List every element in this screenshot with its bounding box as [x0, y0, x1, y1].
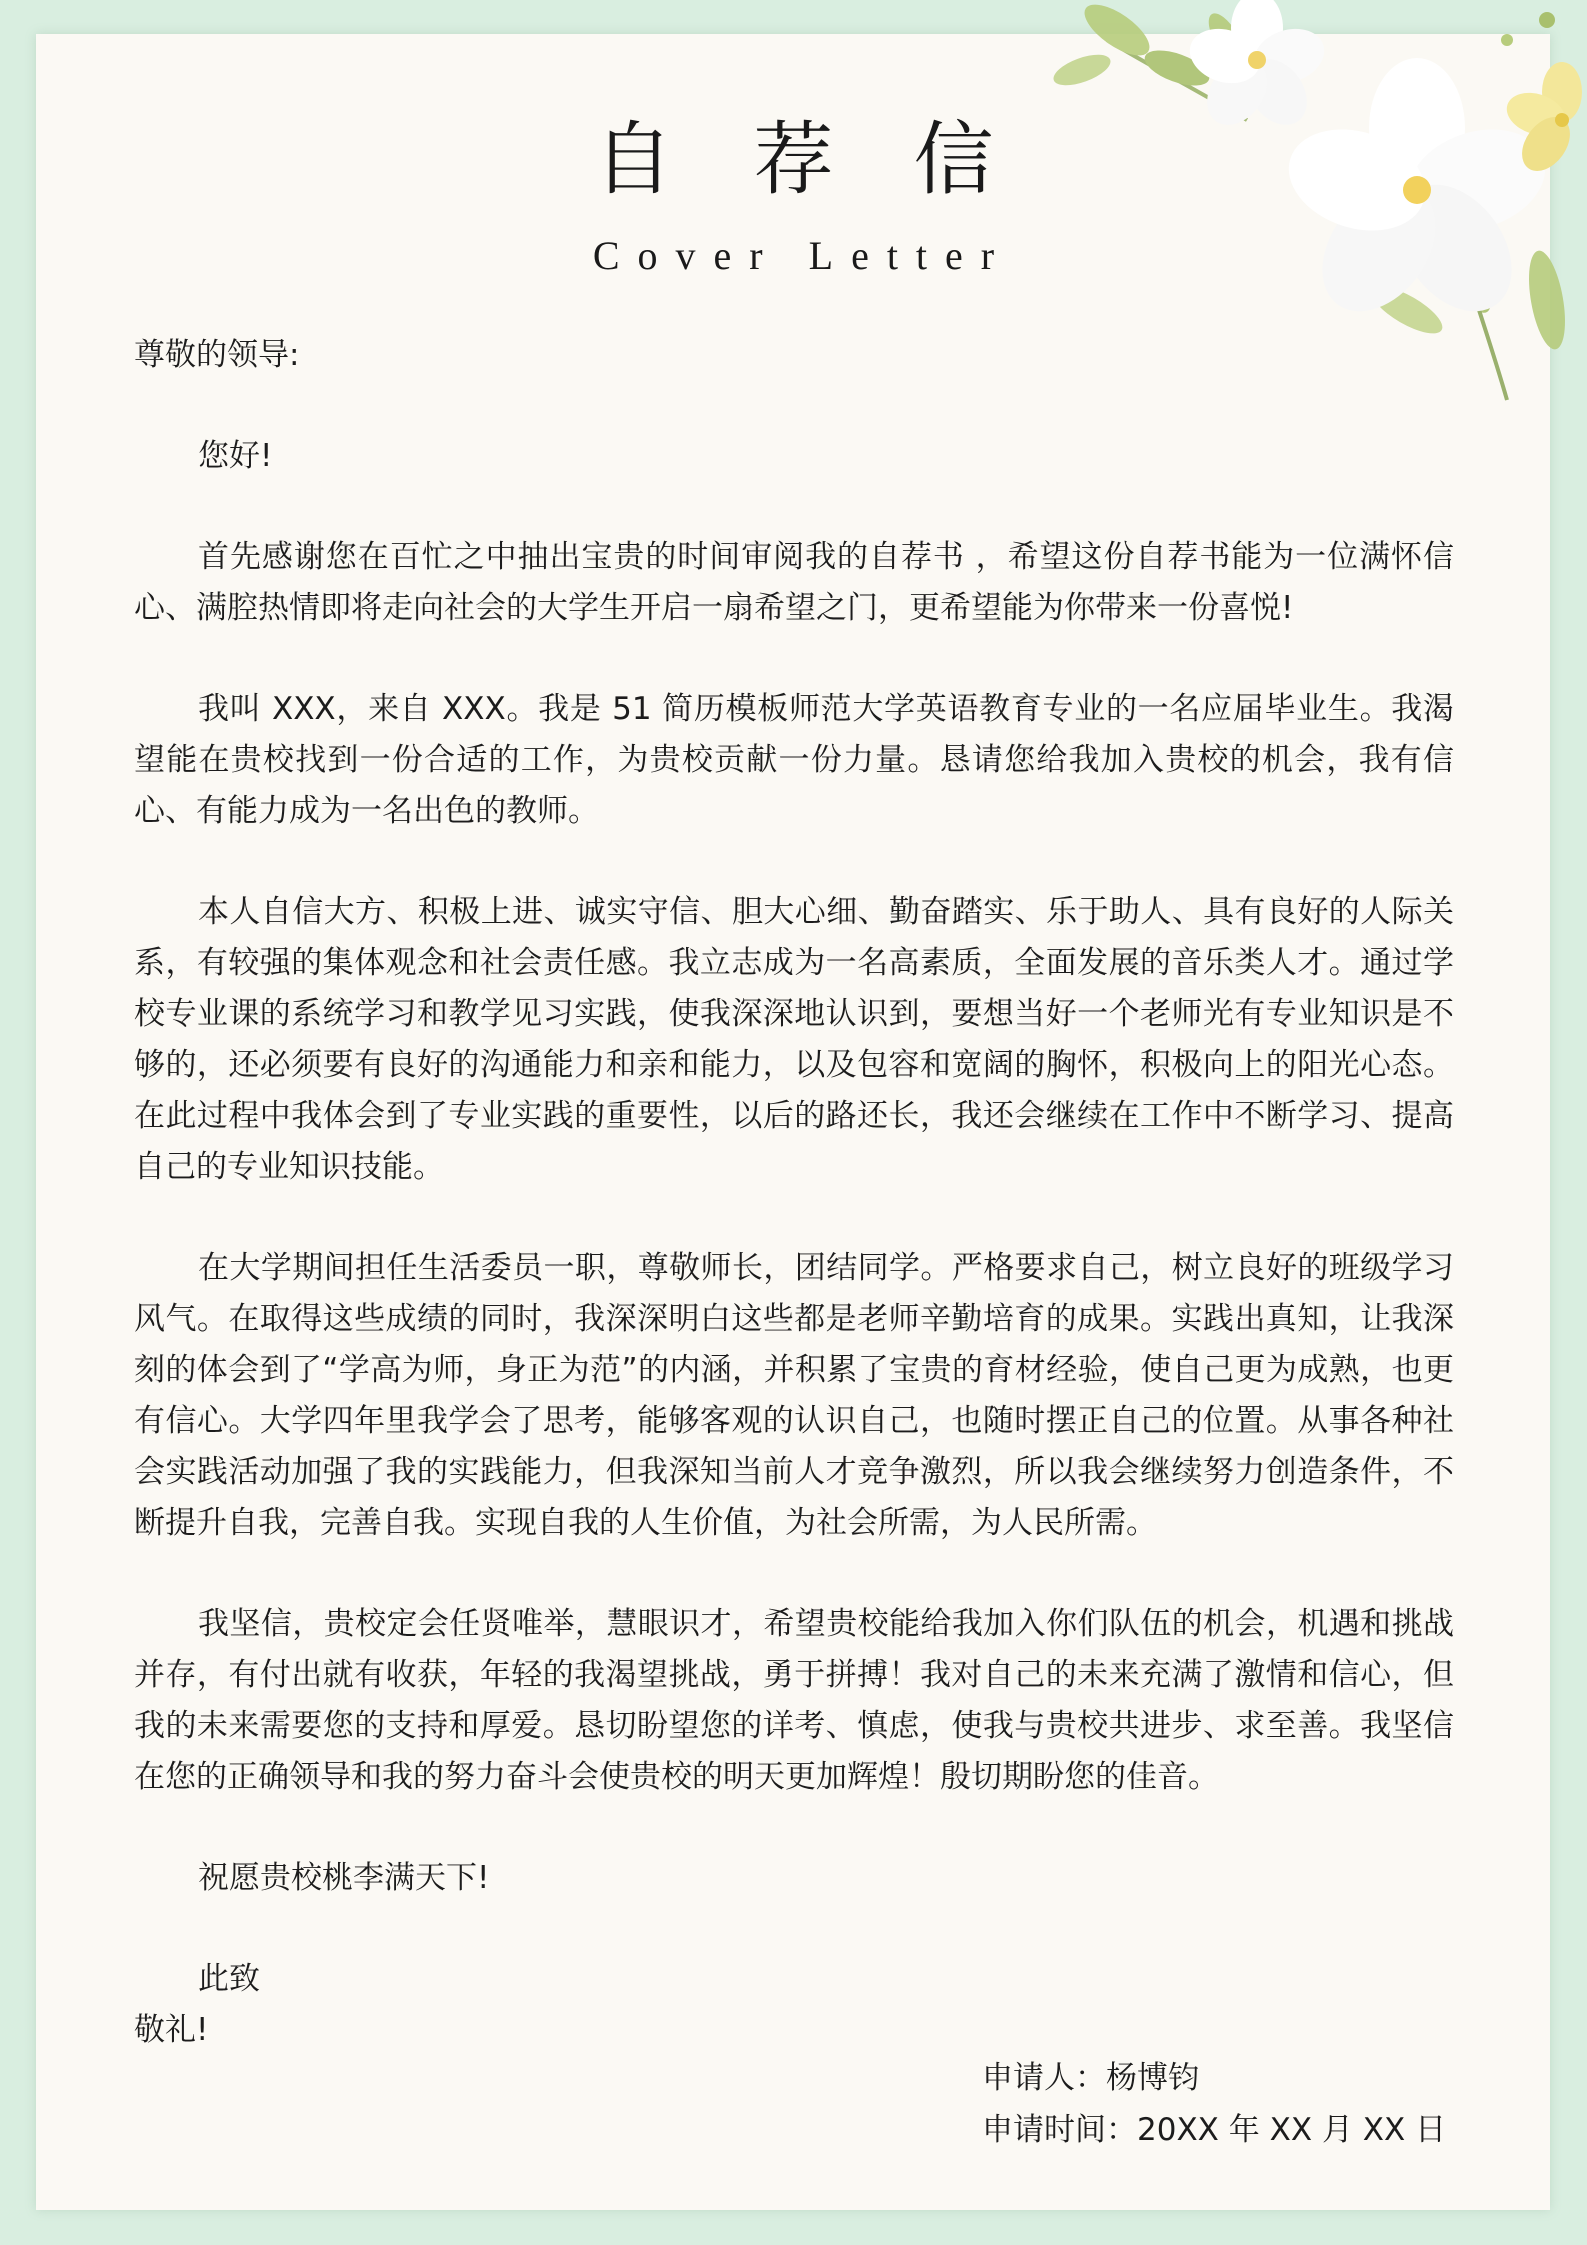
- salutation: 尊敬的领导:: [134, 337, 300, 373]
- paragraph: 首先感谢您在百忙之中抽出宝贵的时间审阅我的自荐书 ，希望这份自荐书能为一位满怀信心、满腔热情即将走向社会的大学生开启一扇希望之门，更希望能为你带来一份喜悦!: [134, 539, 1454, 626]
- paragraph: 在大学期间担任生活委员一职，尊敬师长，团结同学。严格要求自己，树立良好的班级学习风气。在取得这些成绩的同时，我深深明白这些都是老师辛勤培育的成果。实践出真知，让我深刻的体会到了“学高为师，身正为范”的内涵，并积累了宝贵的育材经验，使自己更为成熟，也更有信心。大学四年里我学会了思考，能够客观的认识自己，也随时摆正自己的位置。从事各种社会实践活动加强了我的实践能力，但我深知当前人才竞争激烈，所以我会继续努力创造条件，不断提升自我，完善自我。实现自我的人生价值，为社会所需，为人民所需。: [134, 1250, 1454, 1541]
- closing-line: 此致: [198, 1961, 260, 1997]
- page-title: 自荐信: [593, 113, 1074, 206]
- paragraph: 本人自信大方、积极上进、诚实守信、胆大心细、勤奋踏实、乐于助人、具有良好的人际关系，有较强的集体观念和社会责任感。我立志成为一名高素质，全面发展的音乐类人才。通过学校专业课的系统学习和教学见习实践，使我深深地认识到，要想当好一个老师光有专业知识是不够的，还必须要有良好的沟通能力和亲和能力，以及包容和宽阔的胸怀，积极向上的阳光心态。在此过程中我体会到了专业实践的重要性，以后的路还长，我还会继续在工作中不断学习、提高自己的专业知识技能。: [134, 894, 1454, 1185]
- paragraph: 我坚信，贵校定会任贤唯举，慧眼识才，希望贵校能给我加入你们队伍的机会，机遇和挑战并存，有付出就有收获，年轻的我渴望挑战，勇于拼搏！我对自己的未来充满了激情和信心，但我的未来需要您的支持和厚爱。恳切盼望您的详考、慎虑，使我与贵校共进步、求至善。我坚信在您的正确领导和我的努力奋斗会使贵校的明天更加辉煌！殷切期盼您的佳音。: [134, 1606, 1454, 1795]
- paragraph: 我叫 XXX，来自 XXX。我是 51 简历模板师范大学英语教育专业的一名应届毕业生。我渴望能在贵校找到一份合适的工作，为贵校贡献一份力量。恳请您给我加入贵校的机会，我有信心、有能力成为一名出色的教师。: [134, 691, 1454, 829]
- applicant-name: 申请人：杨博钧: [982, 2060, 1199, 2096]
- letter-body: [134, 330, 1454, 2076]
- paragraph: 祝愿贵校桃李满天下!: [198, 1860, 490, 1896]
- page-subtitle: Cover Letter: [592, 233, 1013, 278]
- closing-salute: 敬礼!: [134, 2012, 209, 2048]
- application-date: 申请时间：20XX 年 XX 月 XX 日: [982, 2112, 1447, 2148]
- signature-block: [982, 2052, 1446, 2156]
- greeting: 您好!: [198, 438, 273, 474]
